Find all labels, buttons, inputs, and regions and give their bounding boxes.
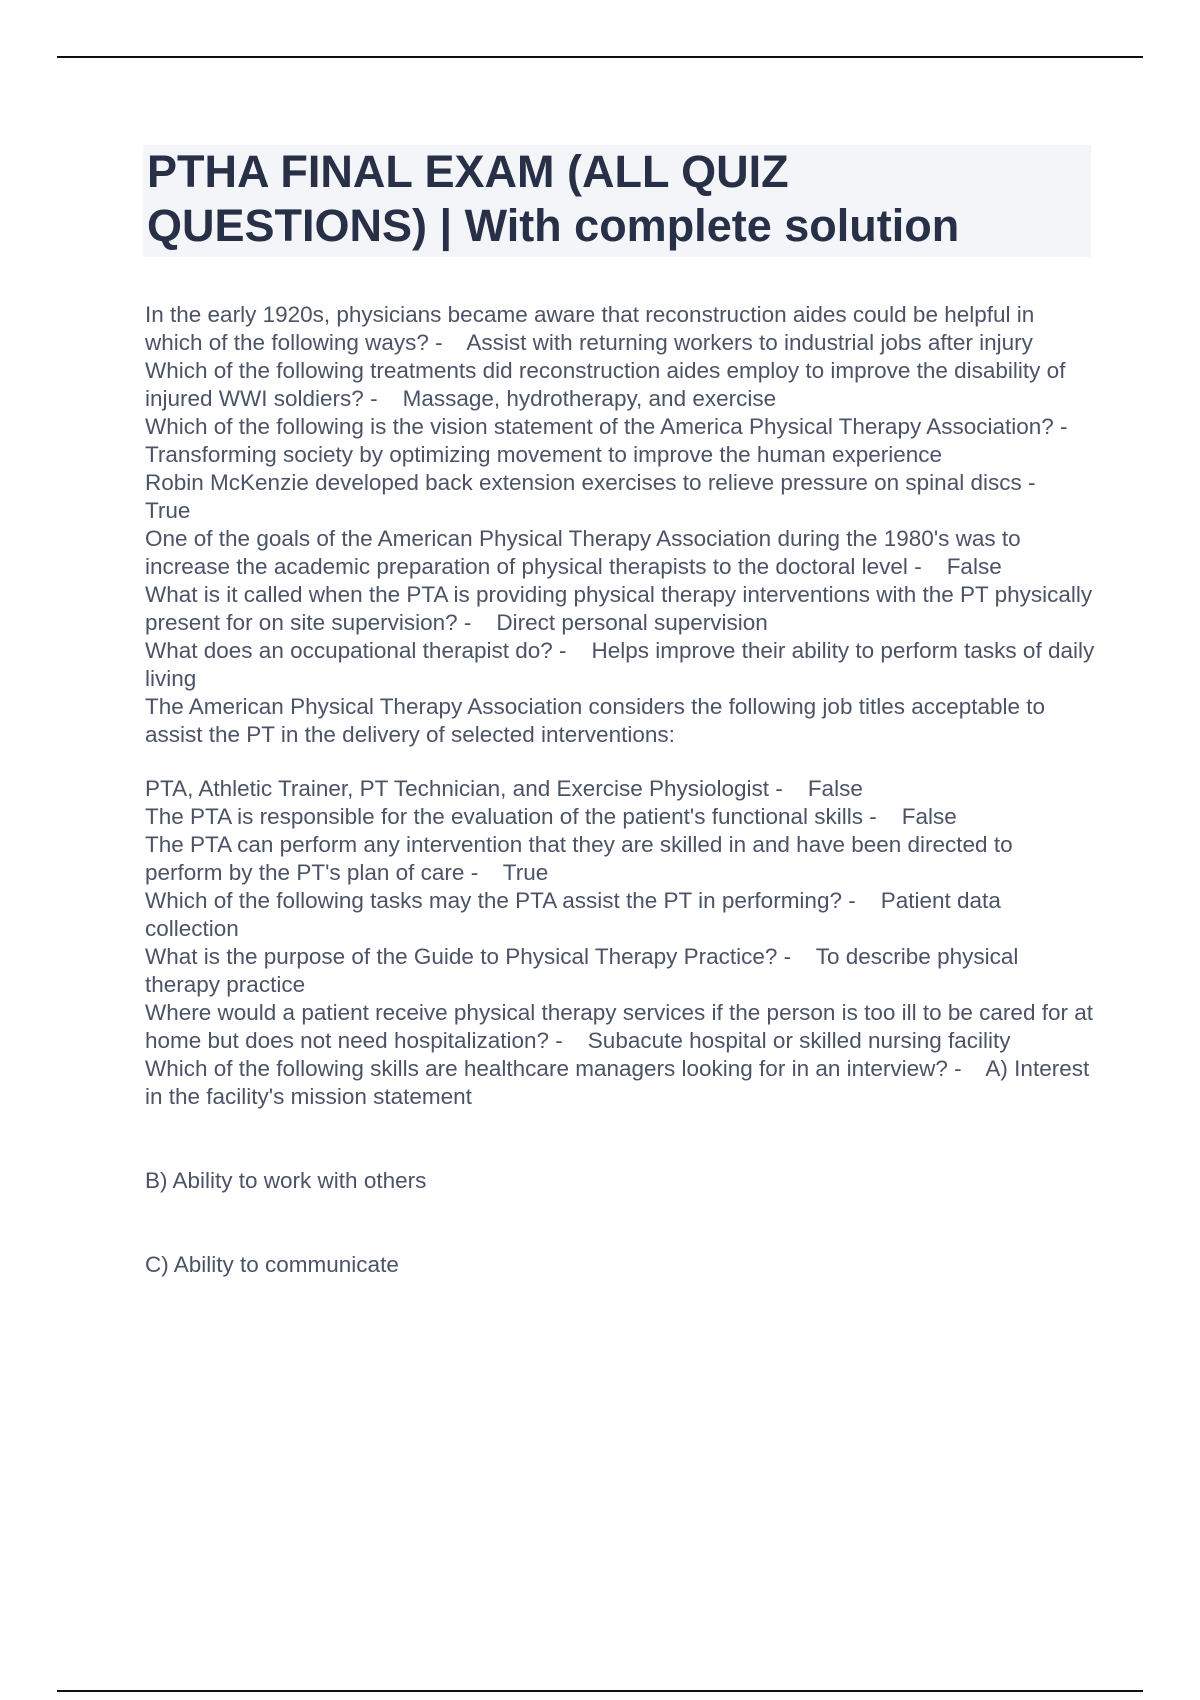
question: What is it called when the PTA is providing physical therapy interventions with the PT physically present for on site supervision?	[145, 582, 1099, 635]
qa-item: What does an occupational therapist do? - Helps improve their ability to perform tasks of daily living	[145, 638, 1101, 691]
title-line-1: PTHA FINAL EXAM (ALL QUIZ	[147, 146, 789, 197]
question: The PTA is responsible for the evaluation of the patient's functional skills	[145, 804, 864, 829]
qa-item: Which of the following is the vision statement of the America Physical Therapy Association? - Transforming society by optimizing movement to improve the human experience	[145, 414, 1093, 467]
qa-item: The PTA can perform any intervention that they are skilled in and have been directed to perform by the PT's plan of care - True	[145, 832, 1019, 885]
qa-item: What is it called when the PTA is providing physical therapy interventions with the PT physically present for on site supervision? - Direct personal supervision	[145, 582, 1099, 635]
qa-list	[145, 301, 1101, 1279]
question: In the early 1920s, physicians became aware that reconstruction aides could be helpful in which of the following ways?	[145, 302, 1041, 355]
qa-item: Which of the following tasks may the PTA assist the PT in performing? - Patient data collection	[145, 888, 1008, 941]
answer: To describe physical therapy practice	[145, 944, 1025, 997]
qa-item: Robin McKenzie developed back extension exercises to relieve pressure on spinal discs - True	[145, 470, 1061, 523]
question-part-1: The American Physical Therapy Association considers the following job titles acceptable to assist the PT in the delivery of selected interventions:	[145, 694, 1046, 747]
qa-item: Which of the following skills are healthcare managers looking for in an interview? - A) Interest in the facility's mission statement	[145, 1056, 1096, 1109]
question: Where would a patient receive physical therapy services if the person is too ill to be cared for at home but does not need hospitalization?	[145, 1000, 1100, 1053]
spacer	[145, 1195, 1095, 1251]
question: Which of the following tasks may the PTA assist the PT in performing?	[145, 888, 842, 913]
question-part-2-with-answer: PTA, Athletic Trainer, PT Technician, and Exercise Physiologist - False	[145, 776, 863, 801]
question: Which of the following treatments did reconstruction aides employ to improve the disability of injured WWI soldiers?	[145, 358, 1072, 411]
question: Which of the following skills are healthcare managers looking for in an interview?	[145, 1056, 948, 1081]
answer: Direct personal supervision	[496, 610, 768, 635]
qa-item-multiline	[145, 693, 1095, 803]
title-block	[143, 145, 1091, 257]
qa-item: The PTA is responsible for the evaluation of the patient's functional skills - False	[145, 804, 957, 829]
answer: Patient data collection	[145, 888, 1008, 941]
answer: True	[145, 498, 191, 523]
spacer	[145, 1111, 1095, 1167]
answer: True	[502, 860, 549, 885]
qa-item: One of the goals of the American Physical Therapy Association during the 1980's was to increase the academic preparation of physical therapists to the doctoral level - False	[145, 526, 1027, 579]
question: PTA, Athletic Trainer, PT Technician, and Exercise Physiologist	[145, 776, 770, 801]
title-line-2: QUESTIONS) | With complete solution	[147, 200, 960, 251]
answer-option-b: B) Ability to work with others	[145, 1168, 427, 1193]
answer: Helps improve their ability to perform tasks of daily living	[145, 638, 1101, 691]
answer: Massage, hydrotherapy, and exercise	[402, 386, 777, 411]
spacer	[145, 749, 1095, 775]
answer: False	[901, 804, 957, 829]
answer: False	[807, 776, 863, 801]
answer: Transforming society by optimizing movement to improve the human experience	[145, 442, 943, 467]
qa-item: Where would a patient receive physical therapy services if the person is too ill to be cared for at home but does not need hospitalization? - Subacute hospital or skilled nursing facility	[145, 1000, 1100, 1053]
answer-option-c: C) Ability to communicate	[145, 1252, 399, 1277]
document-title	[143, 145, 1091, 253]
question: One of the goals of the American Physical Therapy Association during the 1980's was to increase the academic preparation of physical therapists to the doctoral level	[145, 526, 1027, 579]
qa-item: Which of the following treatments did reconstruction aides employ to improve the disability of injured WWI soldiers? - Massage, hydrotherapy, and exercise	[145, 358, 1072, 411]
answer-option-a: A) Interest in the facility's mission statement	[145, 1056, 1096, 1109]
answer: False	[946, 554, 1002, 579]
top-rule	[57, 56, 1143, 58]
question: What does an occupational therapist do?	[145, 638, 553, 663]
question: The PTA can perform any intervention that they are skilled in and have been directed to perform by the PT's plan of care	[145, 832, 1019, 885]
answer: Assist with returning workers to industrial jobs after injury	[466, 330, 1033, 355]
question: What is the purpose of the Guide to Physical Therapy Practice?	[145, 944, 778, 969]
qa-item: In the early 1920s, physicians became aware that reconstruction aides could be helpful in which of the following ways? - Assist with returning workers to industrial jobs after injury	[145, 302, 1041, 355]
question: Which of the following is the vision statement of the America Physical Therapy Association?	[145, 414, 1054, 439]
answer: Subacute hospital or skilled nursing facility	[587, 1028, 1011, 1053]
question: Robin McKenzie developed back extension exercises to relieve pressure on spinal discs	[145, 470, 1022, 495]
qa-item: What is the purpose of the Guide to Physical Therapy Practice? - To describe physical therapy practice	[145, 944, 1025, 997]
bottom-rule	[57, 1690, 1143, 1692]
